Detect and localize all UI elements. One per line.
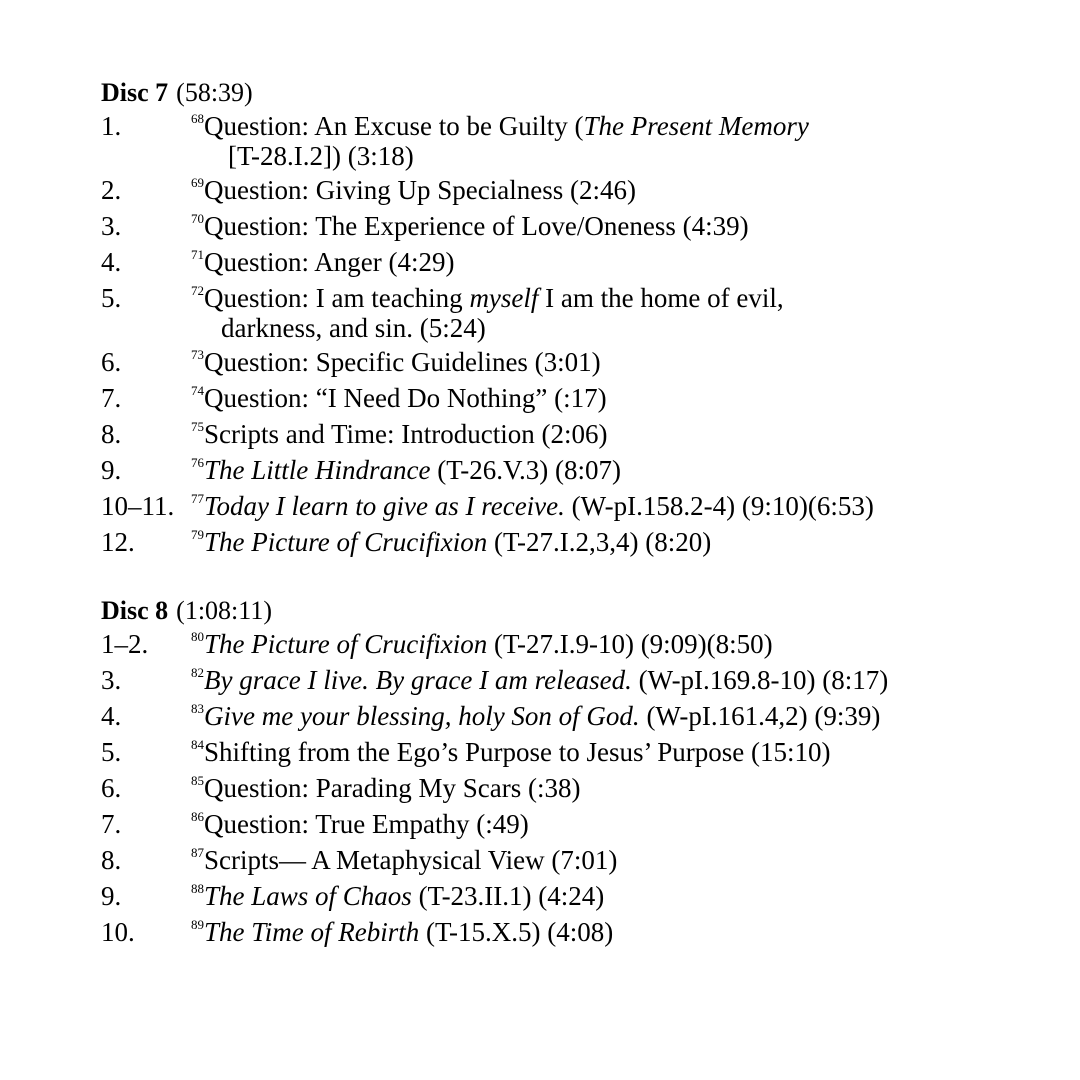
footnote-number: 68 bbox=[191, 111, 204, 126]
track-text bbox=[191, 524, 1051, 560]
track-title: Scripts— A Metaphysical View (7:01) bbox=[204, 845, 618, 875]
footnote-number: 84 bbox=[191, 737, 204, 752]
track-text bbox=[191, 108, 1051, 172]
track-list bbox=[101, 108, 1061, 560]
disc-8-section bbox=[101, 596, 1061, 950]
footnote-number: 86 bbox=[191, 809, 204, 824]
track-number: 12. bbox=[101, 527, 135, 557]
track-item bbox=[101, 280, 1061, 344]
track-item bbox=[101, 108, 1061, 172]
track-number: 5. bbox=[101, 737, 122, 767]
track-item bbox=[101, 770, 1061, 806]
track-number: 3. bbox=[101, 211, 122, 241]
footnote-number: 74 bbox=[191, 383, 204, 398]
track-number: 6. bbox=[101, 347, 122, 377]
track-source-title: The Little Hindrance bbox=[204, 455, 431, 485]
footnote-number: 71 bbox=[191, 247, 204, 262]
track-number: 1–2. bbox=[101, 629, 149, 659]
track-item bbox=[101, 524, 1061, 560]
track-title: Question: Specific Guidelines (3:01) bbox=[204, 347, 601, 377]
track-reference: (T-15.X.5) (4:08) bbox=[419, 917, 614, 947]
track-reference: (T-23.II.1) (4:24) bbox=[411, 881, 605, 911]
footnote-number: 70 bbox=[191, 211, 204, 226]
track-number: 7. bbox=[101, 809, 122, 839]
track-continuation: darkness, and sin. (5:24) bbox=[221, 313, 486, 343]
footnote-number: 75 bbox=[191, 419, 204, 434]
disc-heading bbox=[101, 78, 1061, 108]
track-item bbox=[101, 806, 1061, 842]
footnote-number: 73 bbox=[191, 347, 204, 362]
track-item bbox=[101, 842, 1061, 878]
track-number: 7. bbox=[101, 383, 122, 413]
track-number: 9. bbox=[101, 455, 122, 485]
footnote-number: 85 bbox=[191, 773, 204, 788]
track-title-rest: I am the home of evil, bbox=[538, 283, 784, 313]
track-source-title: The Time of Rebirth bbox=[204, 917, 420, 947]
track-title: Question: The Experience of Love/Oneness (4:39) bbox=[204, 211, 749, 241]
track-item bbox=[101, 416, 1061, 452]
disc-duration: (58:39) bbox=[176, 78, 253, 107]
footnote-number: 88 bbox=[191, 881, 204, 896]
track-item bbox=[101, 734, 1061, 770]
track-text bbox=[191, 806, 1051, 842]
footnote-number: 83 bbox=[191, 701, 204, 716]
disc-title: Disc 8 bbox=[101, 596, 169, 625]
track-number: 10. bbox=[101, 917, 135, 947]
footnote-number: 77 bbox=[191, 491, 204, 506]
track-source-title: The Present Memory bbox=[583, 111, 809, 141]
track-title: Question: Anger (4:29) bbox=[204, 247, 455, 277]
footnote-number: 87 bbox=[191, 845, 204, 860]
track-reference: (W-pI.158.2-4) (9:10)(6:53) bbox=[564, 491, 874, 521]
track-item bbox=[101, 878, 1061, 914]
track-number: 2. bbox=[101, 175, 122, 205]
track-title: Question: Giving Up Specialness (2:46) bbox=[204, 175, 636, 205]
track-title: Question: I am teaching bbox=[204, 283, 470, 313]
footnote-number: 76 bbox=[191, 455, 204, 470]
disc-7-section bbox=[101, 78, 1061, 560]
track-continuation: [T-28.I.2]) (3:18) bbox=[228, 141, 414, 171]
footnote-number: 89 bbox=[191, 917, 204, 932]
track-item bbox=[101, 914, 1061, 950]
track-number: 9. bbox=[101, 881, 122, 911]
footnote-number: 82 bbox=[191, 665, 204, 680]
track-number: 6. bbox=[101, 773, 122, 803]
disc-duration: (1:08:11) bbox=[176, 596, 272, 625]
track-text bbox=[191, 452, 1051, 488]
track-text bbox=[191, 878, 1051, 914]
track-text bbox=[191, 488, 1051, 524]
track-text bbox=[191, 280, 1051, 344]
track-text bbox=[191, 172, 1051, 208]
track-number: 8. bbox=[101, 419, 122, 449]
footnote-number: 69 bbox=[191, 175, 204, 190]
track-text bbox=[191, 698, 1051, 734]
disc-heading bbox=[101, 596, 1061, 626]
track-reference: (T-27.I.9-10) (9:09)(8:50) bbox=[487, 629, 773, 659]
disc-title: Disc 7 bbox=[101, 78, 169, 107]
track-source-title: Give me your blessing, holy Son of God. bbox=[204, 701, 640, 731]
track-number: 1. bbox=[101, 111, 122, 141]
track-text bbox=[191, 380, 1051, 416]
track-title: Question: An Excuse to be Guilty ( bbox=[204, 111, 584, 141]
track-text bbox=[191, 662, 1051, 698]
track-text bbox=[191, 416, 1051, 452]
track-item bbox=[101, 380, 1061, 416]
track-item bbox=[101, 244, 1061, 280]
track-text bbox=[191, 842, 1051, 878]
track-text bbox=[191, 208, 1051, 244]
track-item bbox=[101, 698, 1061, 734]
track-reference: (T-26.V.3) (8:07) bbox=[430, 455, 621, 485]
footnote-number: 79 bbox=[191, 527, 204, 542]
track-item bbox=[101, 488, 1061, 524]
track-number: 10–11. bbox=[101, 491, 175, 521]
track-source-title: The Picture of Crucifixion bbox=[204, 629, 488, 659]
track-source-title: Today I learn to give as I receive. bbox=[204, 491, 565, 521]
track-text bbox=[191, 244, 1051, 280]
track-text bbox=[191, 914, 1051, 950]
footnote-number: 72 bbox=[191, 283, 204, 298]
track-title: Shifting from the Ego’s Purpose to Jesus’ Purpose (15:10) bbox=[204, 737, 831, 767]
track-text bbox=[191, 344, 1051, 380]
track-source-title: The Picture of Crucifixion bbox=[204, 527, 488, 557]
track-item bbox=[101, 208, 1061, 244]
track-reference: (W-pI.161.4,2) (9:39) bbox=[639, 701, 881, 731]
track-reference: (T-27.I.2,3,4) (8:20) bbox=[487, 527, 712, 557]
track-text bbox=[191, 770, 1051, 806]
track-title: Question: “I Need Do Nothing” (:17) bbox=[204, 383, 607, 413]
track-number: 5. bbox=[101, 283, 122, 313]
track-source-title: The Laws of Chaos bbox=[204, 881, 412, 911]
track-item bbox=[101, 662, 1061, 698]
footnote-number: 80 bbox=[191, 629, 204, 644]
track-item bbox=[101, 452, 1061, 488]
track-title: Scripts and Time: Introduction (2:06) bbox=[204, 419, 608, 449]
track-source-title: By grace I live. By grace I am released. bbox=[204, 665, 632, 695]
track-item bbox=[101, 172, 1061, 208]
track-title: Question: Parading My Scars (:38) bbox=[204, 773, 581, 803]
track-list bbox=[101, 626, 1061, 950]
track-number: 4. bbox=[101, 247, 122, 277]
track-emphasis: myself bbox=[469, 283, 539, 313]
track-item bbox=[101, 344, 1061, 380]
track-number: 8. bbox=[101, 845, 122, 875]
track-text bbox=[191, 626, 1051, 662]
track-number: 4. bbox=[101, 701, 122, 731]
track-reference: (W-pI.169.8-10) (8:17) bbox=[631, 665, 889, 695]
track-text bbox=[191, 734, 1051, 770]
track-title: Question: True Empathy (:49) bbox=[204, 809, 529, 839]
track-item bbox=[101, 626, 1061, 662]
track-number: 3. bbox=[101, 665, 122, 695]
